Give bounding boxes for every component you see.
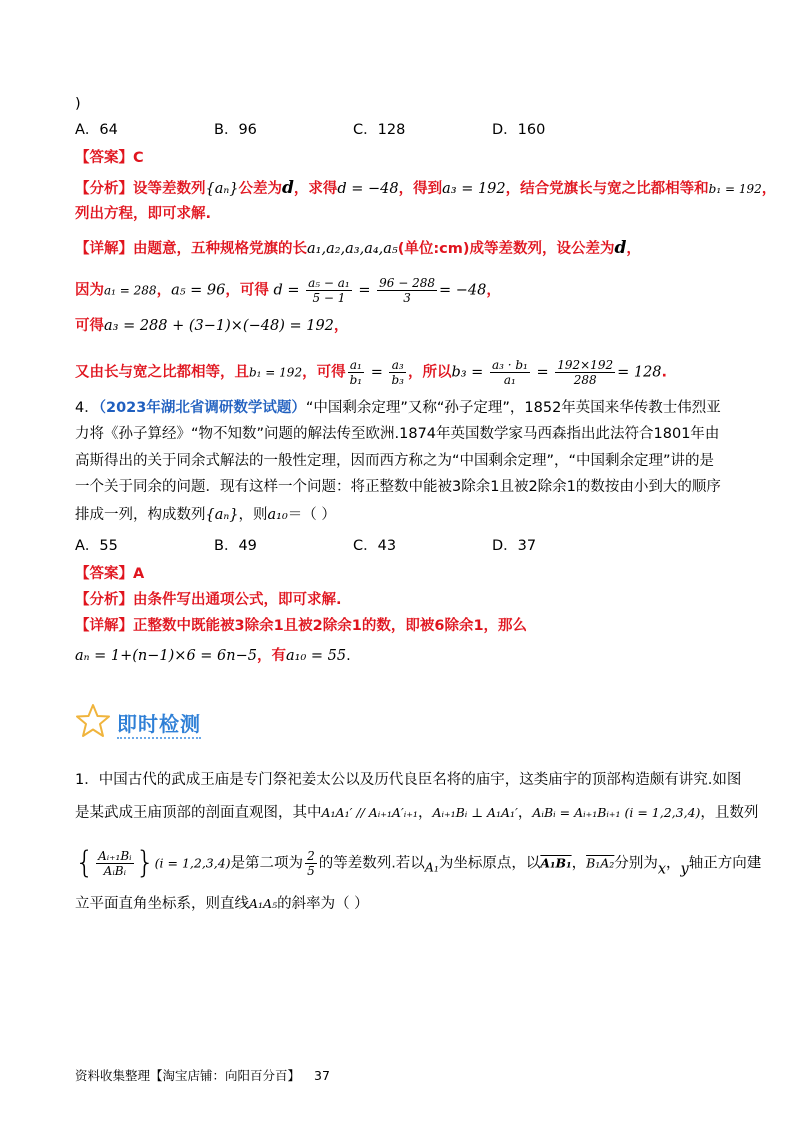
q4-analysis-line: 【分析】由条件写出通项公式，即可求解. bbox=[75, 592, 342, 608]
option-d: D．160 bbox=[492, 122, 546, 138]
q1-line-4: 立平面直角坐标系，则直线A₁A₅的斜率为（ ） bbox=[75, 896, 369, 912]
q4-option-b: B．49 bbox=[214, 538, 257, 554]
q1-line-1: 1．中国古代的武成王庙是专门祭祀姜太公以及历代良臣名将的庙宇，这类庙宇的顶部构造颇有讲究.如图 bbox=[75, 772, 742, 788]
because-line: 因为a₁ = 288，a₅ = 96，可得 d = $\frac{\text{a₅ − a₁}}{5 - 1}$ = $\frac{96 - 288}{3}$ = −48， bbox=[75, 276, 501, 305]
q4-answer-line: 【答案】A bbox=[75, 566, 145, 582]
analysis-line-2: 列出方程，即可求解. bbox=[75, 206, 212, 222]
option-c: C．128 bbox=[353, 122, 406, 138]
option-a: A．64 bbox=[75, 122, 118, 138]
option-b: B．96 bbox=[214, 122, 257, 138]
q4-detail-line: 【详解】正整数中既能被3除余1且被2除余1的数，即被6除余1，那么 bbox=[75, 618, 528, 634]
detail-line: 【详解】由题意，五种规格党旗的长a₁,a₂,a₃,a₄,a₅(单位:cm)成等差数列，设公差为d， bbox=[75, 238, 641, 258]
section-header bbox=[75, 703, 275, 739]
fraction-sequence: $\frac{\text{Aᵢ₊₁Bᵢ}}{\text{AᵢBᵢ}}$ bbox=[98, 849, 132, 878]
section-underline bbox=[117, 737, 201, 739]
section-title: 即时检测 bbox=[117, 712, 201, 736]
q1-line-2: 是某武成王庙顶部的剖面直观图，其中A₁A₁′ // Aᵢ₊₁A′ᵢ₊₁，Aᵢ₊₁Bᵢ ⊥ A₁A₁′，AᵢBᵢ = Aᵢ₊₁Bᵢ₊₁ (i = 1,2,3,4)，且数列 bbox=[75, 805, 759, 821]
fraction-d1: $\frac{\text{a₅ − a₁}}{5 - 1}$ bbox=[308, 276, 350, 305]
fraction-ratio1: $\frac{\text{a₁}}{\text{b₁}}$ bbox=[349, 358, 363, 387]
analysis-line: 【分析】设等差数列{aₙ}公差为d，求得d = −48，得到a₃ = 192，结合党旗长与宽之比都相等和b₁ = 192， bbox=[75, 178, 777, 198]
q4-line-5: 排成一列，构成数列{aₙ}，则a₁₀＝（ ） bbox=[75, 507, 336, 523]
q4-line-3: 高斯得出的关于同余式解法的一般性定理，因而西方称之为“中国剩余定理”，“中国剩余定理”讲的是 bbox=[75, 453, 715, 469]
q4-option-d: D．37 bbox=[492, 538, 537, 554]
options-row bbox=[75, 120, 631, 140]
q4-line-2: 力将《孙子算经》“物不知数”问题的解法传至欧洲.1874年英国数学家马西森指出此法符合1801年由 bbox=[75, 426, 720, 442]
fraction-b3: $\frac{\text{a₃ · b₁}}{\text{a₁}}$ bbox=[491, 358, 528, 387]
a3-line: 可得a₃ = 288 + (3−1)×(−48) = 192， bbox=[75, 318, 349, 334]
page-number: 37 bbox=[314, 1068, 330, 1083]
star-icon bbox=[75, 703, 111, 739]
fraction-two-fifths: $\frac{2}{5}$ bbox=[307, 849, 315, 878]
fraction-d2: $\frac{96 - 288}{3}$ bbox=[379, 276, 435, 305]
q4-line-4: 一个关于同余的问题．现有这样一个问题：将正整数中能被3除余1且被2除余1的数按由小到大的顺序 bbox=[75, 479, 721, 495]
b3-line: 又由长与宽之比都相等，且b₁ = 192，可得 $\frac{\text{a₁}}{\text{b₁}}$ = $\frac{\text{a₃}}{\text{b₃}}$ ，所以b₃ = $\frac{\text{a₃ · b₁}}{\text{a₁}}$ = $\frac{192\times 192}{288}$ = 128. bbox=[75, 358, 668, 387]
footer-text: 资料收集整理【淘宝店铺：向阳百分百】 bbox=[75, 1068, 301, 1083]
page-footer bbox=[75, 1066, 330, 1084]
q4-option-a: A．55 bbox=[75, 538, 118, 554]
q4-formula-line: aₙ = 1+(n−1)×6 = 6n−5，有a₁₀ = 55. bbox=[75, 648, 351, 664]
q4-option-c: C．43 bbox=[353, 538, 397, 554]
q4-line-1: 4．（2023年湖北省调研数学试题）“中国剩余定理”又称“孙子定理”，1852年英国来华传教士伟烈亚 bbox=[75, 400, 721, 416]
answer-line: 【答案】C bbox=[75, 150, 144, 166]
question-paren: ) bbox=[75, 96, 81, 112]
q1-line-3: { $\frac{\text{Aᵢ₊₁Bᵢ}}{\text{AᵢBᵢ}}$ }(i = 1,2,3,4)是第二项为 $\frac{2}{5}$ 的等差数列.若以A₁为坐标原点，以A₁B₁，B₁A₂分别为x，y轴正方向建 bbox=[75, 845, 762, 881]
q4-options-row bbox=[75, 536, 631, 556]
fraction-b3-value: $\frac{192\times 192}{288}$ bbox=[557, 358, 614, 387]
fraction-ratio2: $\frac{\text{a₃}}{\text{b₃}}$ bbox=[391, 358, 404, 387]
